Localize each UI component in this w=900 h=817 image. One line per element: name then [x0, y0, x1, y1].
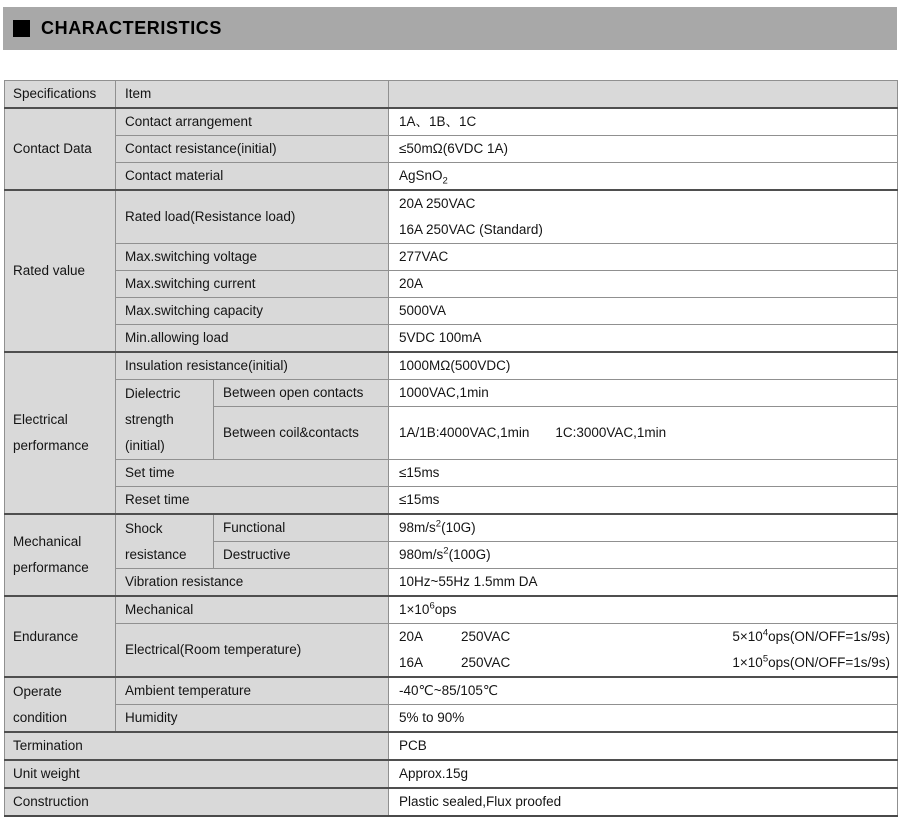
- value-text: 98m/s: [399, 520, 436, 535]
- table-row: [5, 190, 898, 244]
- value-set-time: ≤15ms: [389, 460, 898, 487]
- table-row: [5, 298, 898, 325]
- value-ambient-temperature: -40℃~85/105℃: [389, 677, 898, 705]
- superscript: 6: [429, 600, 435, 612]
- value-text: ops(ON/OFF=1s/9s): [768, 655, 891, 670]
- endurance-current: 16A: [399, 655, 424, 670]
- value-humidity: 5% to 90%: [389, 705, 898, 733]
- item-dielectric-strength: [116, 380, 214, 460]
- spec-label-line: performance: [13, 560, 89, 575]
- item-between-coil-contacts: Between coil&contacts: [214, 407, 389, 460]
- value-max-switching-voltage: 277VAC: [389, 244, 898, 271]
- spec-label-line: Operate: [13, 683, 62, 699]
- black-square-bullet-icon: [13, 20, 30, 37]
- item-insulation-resistance: Insulation resistance(initial): [116, 352, 389, 380]
- superscript: 4: [762, 627, 769, 639]
- item-max-switching-voltage: Max.switching voltage: [116, 244, 389, 271]
- spec-mechanical-performance: [5, 514, 116, 596]
- value-text: ops: [434, 602, 457, 617]
- value-insulation-resistance: 1000MΩ(500VDC): [389, 352, 898, 380]
- value-between-coil-contacts: [389, 407, 898, 460]
- endurance-electrical-line-1: [399, 624, 890, 650]
- endurance-electrical-line-2: [399, 650, 890, 676]
- item-reset-time: Reset time: [116, 487, 389, 515]
- table-row: [5, 732, 898, 760]
- characteristics-header-bar: [3, 7, 897, 50]
- value-text: 980m/s: [399, 547, 444, 562]
- table-row: [5, 380, 898, 407]
- value-text: (100G): [448, 547, 491, 562]
- characteristics-table: [4, 80, 898, 817]
- subscript: 2: [442, 175, 448, 187]
- value-line-1: 20A 250VAC: [399, 196, 476, 211]
- endurance-ops: [732, 624, 890, 650]
- superscript: 2: [443, 545, 449, 557]
- table-row: [5, 325, 898, 353]
- item-label-line: Dielectric: [125, 385, 181, 401]
- item-label-line: strength: [125, 411, 174, 427]
- spec-label-line: condition: [13, 709, 68, 725]
- item-set-time: Set time: [116, 460, 389, 487]
- value-line-2: 16A 250VAC (Standard): [399, 222, 543, 237]
- item-max-switching-current: Max.switching current: [116, 271, 389, 298]
- table-row: [5, 514, 898, 542]
- value-construction: Plastic sealed,Flux proofed: [389, 788, 898, 816]
- table-header-row: [5, 81, 898, 109]
- table-row: [5, 163, 898, 191]
- value-text: 5×10: [732, 629, 763, 644]
- value-text: 1×10: [732, 655, 763, 670]
- table-row: [5, 677, 898, 705]
- value-text: ops(ON/OFF=1s/9s): [768, 629, 891, 644]
- value-reset-time: ≤15ms: [389, 487, 898, 515]
- spec-label-line: performance: [13, 438, 89, 453]
- item-ambient-temperature: Ambient temperature: [116, 677, 389, 705]
- item-humidity: Humidity: [116, 705, 389, 733]
- table-row: [5, 108, 898, 136]
- value-max-switching-capacity: 5000VA: [389, 298, 898, 325]
- table-row: [5, 136, 898, 163]
- spec-rated-value: Rated value: [5, 190, 116, 352]
- item-label-line: (initial): [125, 437, 165, 453]
- value-contact-material: [389, 163, 898, 191]
- item-vibration-resistance: Vibration resistance: [116, 569, 389, 597]
- item-shock-destructive: Destructive: [214, 542, 389, 569]
- spec-construction: Construction: [5, 788, 389, 816]
- table-row: [5, 760, 898, 788]
- value-endurance-mechanical: [389, 596, 898, 624]
- spec-operate-condition: [5, 677, 116, 732]
- table-row: [5, 705, 898, 733]
- table-row: [5, 624, 898, 678]
- item-max-switching-capacity: Max.switching capacity: [116, 298, 389, 325]
- item-shock-resistance: [116, 514, 214, 569]
- value-text: (10G): [441, 520, 476, 535]
- spec-contact-data: Contact Data: [5, 108, 116, 190]
- column-header-item: Item: [116, 81, 389, 109]
- endurance-current: 20A: [399, 629, 424, 644]
- table-row: [5, 352, 898, 380]
- value-part-1: 1A/1B:4000VAC,1min: [399, 425, 530, 440]
- table-row: [5, 460, 898, 487]
- table-row: [5, 271, 898, 298]
- spec-label-line: Electrical: [13, 412, 68, 427]
- value-min-allowing-load: 5VDC 100mA: [389, 325, 898, 353]
- table-row: [5, 569, 898, 597]
- value-unit-weight: Approx.15g: [389, 760, 898, 788]
- value-shock-functional: [389, 514, 898, 542]
- page-title: CHARACTERISTICS: [41, 18, 223, 38]
- table-row: [5, 788, 898, 816]
- value-text: AgSnO: [399, 168, 443, 183]
- spec-termination: Termination: [5, 732, 389, 760]
- superscript: 2: [435, 518, 442, 530]
- value-text: 1×10: [399, 602, 430, 617]
- item-contact-arrangement: Contact arrangement: [116, 108, 389, 136]
- column-header-specifications: Specifications: [5, 81, 116, 109]
- spec-unit-weight: Unit weight: [5, 760, 389, 788]
- spec-label-line: Mechanical: [13, 534, 82, 549]
- superscript: 5: [762, 653, 769, 665]
- value-max-switching-current: 20A: [389, 271, 898, 298]
- value-vibration-resistance: 10Hz~55Hz 1.5mm DA: [389, 569, 898, 597]
- column-header-value-empty: [389, 81, 898, 109]
- value-shock-destructive: [389, 542, 898, 569]
- spec-endurance: Endurance: [5, 596, 116, 677]
- item-between-open-contacts: Between open contacts: [214, 380, 389, 407]
- item-contact-resistance: Contact resistance(initial): [116, 136, 389, 163]
- value-rated-load: [389, 190, 898, 244]
- table-row: [5, 487, 898, 515]
- item-rated-load: Rated load(Resistance load): [116, 190, 389, 244]
- item-label-line: Shock: [125, 520, 163, 536]
- endurance-voltage: 250VAC: [461, 629, 511, 644]
- value-contact-arrangement: 1A、1B、1C: [389, 108, 898, 136]
- value-contact-resistance: ≤50mΩ(6VDC 1A): [389, 136, 898, 163]
- value-part-2: 1C:3000VAC,1min: [555, 425, 667, 440]
- endurance-voltage: 250VAC: [461, 655, 511, 670]
- table-row: [5, 244, 898, 271]
- item-contact-material: Contact material: [116, 163, 389, 191]
- item-min-allowing-load: Min.allowing load: [116, 325, 389, 353]
- value-between-open-contacts: 1000VAC,1min: [389, 380, 898, 407]
- item-endurance-electrical: Electrical(Room temperature): [116, 624, 389, 678]
- spec-electrical-performance: [5, 352, 116, 514]
- item-endurance-mechanical: Mechanical: [116, 596, 389, 624]
- table-row: [5, 596, 898, 624]
- item-shock-functional: Functional: [214, 514, 389, 542]
- value-endurance-electrical: [389, 624, 898, 678]
- endurance-ops: [732, 650, 890, 676]
- item-label-line: resistance: [125, 546, 187, 562]
- value-termination: PCB: [389, 732, 898, 760]
